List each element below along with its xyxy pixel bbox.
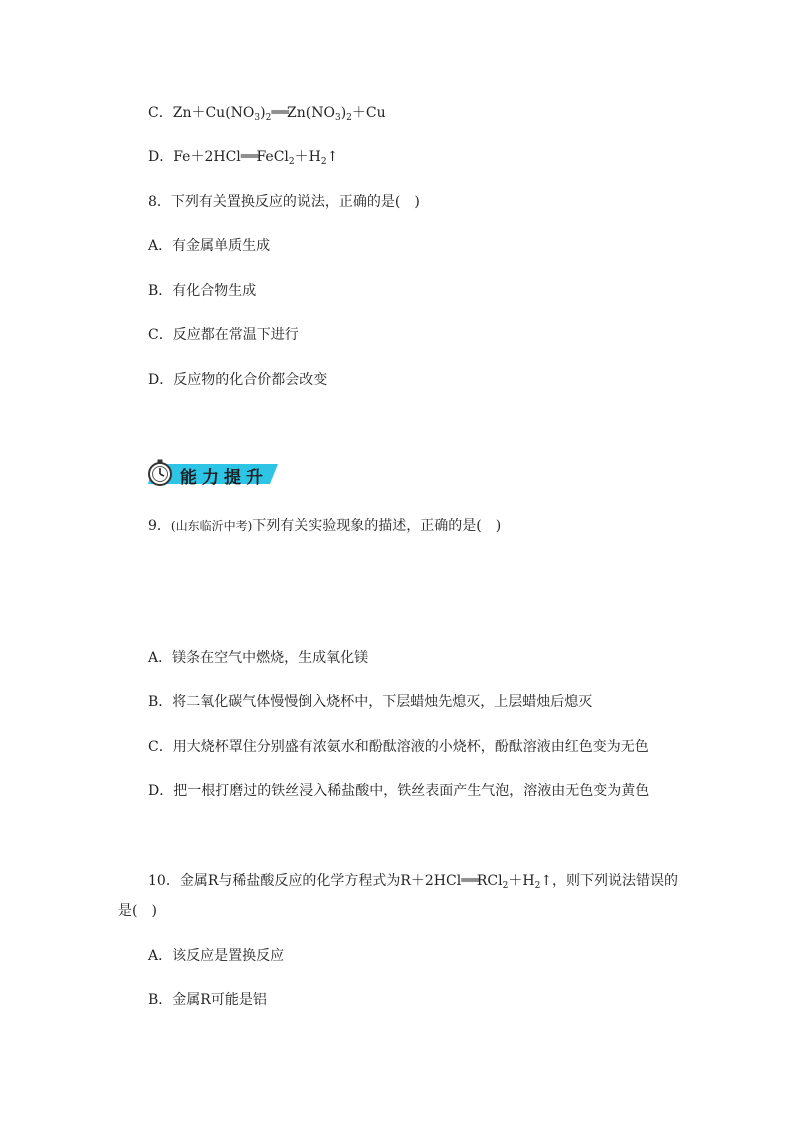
formula-text: )	[260, 105, 266, 121]
formula-text: ＋H	[508, 873, 535, 889]
equals-sign: ═══	[240, 149, 257, 163]
formula-text: Zn(NO	[287, 105, 335, 121]
formula-text: Zn＋Cu(NO	[172, 105, 255, 121]
q9-option-b: B．将二氧化碳气体慢慢倒入烧杯中，下层蜡烛先熄灭，上层蜡烛后熄灭	[148, 694, 593, 710]
subscript: 2	[502, 881, 509, 891]
stopwatch-icon	[149, 460, 171, 486]
q10-option-a: A．该反应是置换反应	[148, 948, 285, 964]
q9-option-d: D．把一根打磨过的铁丝浸入稀盐酸中，铁丝表面产生气泡，溶液由无色变为黄色	[148, 783, 650, 799]
formula-text: RCl	[476, 873, 503, 889]
question-source: (山东临沂中考)	[170, 519, 253, 533]
formula-text: Fe＋2HCl	[173, 149, 241, 165]
equals-sign: ═══	[271, 105, 288, 119]
subscript: 2	[534, 881, 541, 891]
question-text: 10．金属R与稀盐酸反应的化学方程式为R＋2HCl	[148, 873, 462, 889]
subscript: 3	[254, 113, 261, 123]
q10-stem-line2: 是( )	[118, 903, 157, 919]
equals-sign: ═══	[461, 873, 477, 887]
formula-text: )	[340, 105, 347, 121]
subscript: 2	[346, 113, 352, 123]
subscript: 2	[265, 113, 272, 123]
subscript: 2	[320, 157, 327, 167]
question-text: ↑，则下列说法错误的	[540, 873, 679, 889]
subscript: 3	[334, 113, 341, 123]
section-title: 能力提升	[180, 468, 268, 488]
q9-option-a: A．镁条在空气中燃烧，生成氧化镁	[148, 650, 369, 666]
q8-option-b: B．有化合物生成	[148, 283, 257, 299]
q8-option-a: A．有金属单质生成	[148, 238, 271, 254]
formula-text: FeCl	[256, 149, 289, 165]
q8-option-c: C．反应都在常温下进行	[148, 327, 299, 343]
formula-text: ＋H	[294, 149, 321, 165]
option-label: C．	[148, 105, 173, 121]
q9-stem	[148, 517, 501, 535]
question-number: 9．	[148, 518, 171, 534]
option-label: D．	[148, 149, 174, 165]
q8-option-d: D．反应物的化合价都会改变	[148, 372, 328, 388]
q7-option-d	[148, 148, 338, 166]
gas-arrow: ↑	[326, 149, 339, 165]
subscript: 2	[288, 157, 295, 167]
formula-text: ＋Cu	[351, 105, 386, 121]
q10-stem	[148, 872, 678, 890]
q9-option-c: C．用大烧杯罩住分别盛有浓氨水和酚酞溶液的小烧杯，酚酞溶液由红色变为无色	[148, 739, 649, 755]
q10-option-b: B．金属R可能是铝	[148, 992, 267, 1008]
question-text: 下列有关实验现象的描述，正确的是( )	[252, 518, 502, 534]
q7-option-c	[148, 104, 386, 122]
q8-stem: 8．下列有关置换反应的说法，正确的是( )	[148, 194, 420, 210]
